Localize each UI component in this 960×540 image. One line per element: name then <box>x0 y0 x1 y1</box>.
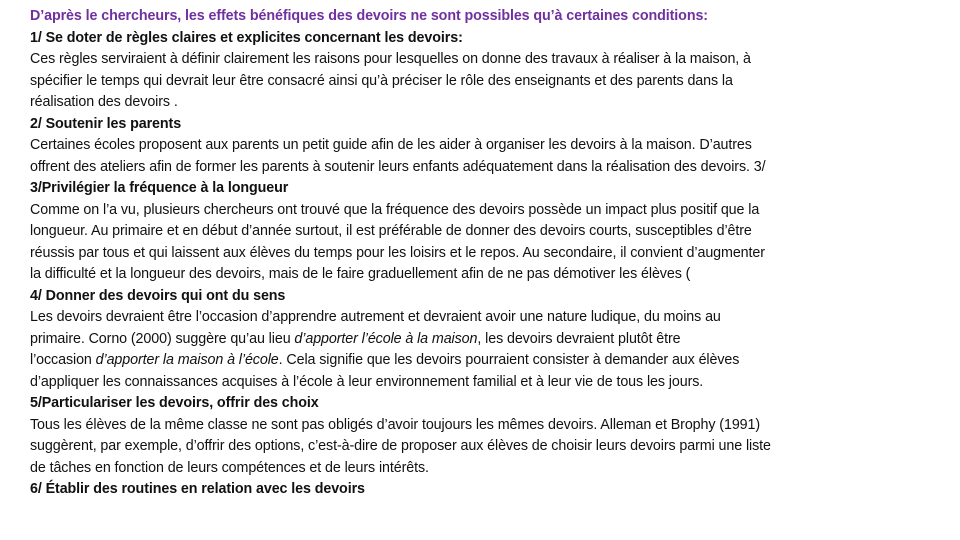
text-segment: la difficulté et la longueur des devoirs, mais de le faire graduellement afin de ne pas démotiver les élèves ( <box>30 266 691 282</box>
paragraph-line <box>30 92 940 114</box>
paragraph-line <box>30 200 940 222</box>
section-heading <box>30 479 940 501</box>
paragraph-line <box>30 415 940 437</box>
text-segment: 3/Privilégier la fréquence à la longueur <box>30 180 289 196</box>
text-segment: 5/Particulariser les devoirs, offrir des choix <box>30 395 319 411</box>
italic-text: d’apporter la maison à l’école <box>95 352 279 368</box>
paragraph-line <box>30 71 940 93</box>
text-segment: Certaines écoles proposent aux parents un petit guide afin de les aider à organiser les devoirs à la maison. D’autres <box>30 137 752 153</box>
text-segment: réussis par tous et qui laissent aux élèves du temps pour les loisirs et le repos. Au secondaire, il convient d’augmenter <box>30 244 765 261</box>
italic-text: d’apporter l’école à la maison <box>294 330 478 347</box>
section-heading <box>30 114 940 136</box>
text-segment: Les devoirs devraient être l’occasion d’apprendre autrement et devraient avoir une nature ludique, du moins au <box>30 309 721 325</box>
document-title <box>30 6 940 28</box>
text-segment: de tâches en fonction de leurs compétences et de leurs intérêts. <box>30 459 429 476</box>
text-segment: l’occasion <box>30 352 96 368</box>
paragraph-line <box>30 372 940 394</box>
text-segment: Comme on l’a vu, plusieurs chercheurs ont trouvé que la fréquence des devoirs possède un impact plus positif que la <box>30 201 760 218</box>
section-heading <box>30 178 940 200</box>
text-segment: d’appliquer les connaissances acquises à l’école à leur environnement familial et à leur vie de tous les jours. <box>30 373 704 390</box>
text-segment: 6/ Établir des routines en relation avec les devoirs <box>30 481 365 497</box>
text-segment: primaire. Corno (2000) suggère qu’au lieu <box>30 330 295 347</box>
text-segment: . Cela signifie que les devoirs pourraient consister à demander aux élèves <box>278 352 740 368</box>
paragraph-line <box>30 350 940 372</box>
text-segment: Ces règles serviraient à définir clairement les raisons pour lesquelles on donne des travaux à réaliser à la maison, à <box>30 51 751 67</box>
text-segment: longueur. Au primaire et en début d’année surtout, il est préférable de donner des devoirs courts, susceptibles d’être <box>30 223 752 239</box>
paragraph-line <box>30 307 940 329</box>
text-segment: , les devoirs devraient plutôt être <box>477 330 681 347</box>
text-segment: offrent des ateliers afin de former les parents à soutenir leurs enfants adéquatement dans la réalisation des devoirs. 3/ <box>30 158 766 175</box>
paragraph-line <box>30 436 940 458</box>
section-heading <box>30 393 940 415</box>
paragraph-line <box>30 157 940 179</box>
text-segment: spécifier le temps qui devrait leur être consacré ainsi qu’à préciser le rôle des enseignants et des parents dans la <box>30 72 733 89</box>
paragraph-line <box>30 458 940 480</box>
text-segment: 1/ Se doter de règles claires et explicites concernant les devoirs: <box>30 29 463 46</box>
text-segment: Tous les élèves de la même classe ne sont pas obligés d’avoir toujours les mêmes devoirs. Alleman et Brophy (1991) <box>30 416 761 433</box>
document-body <box>30 6 940 501</box>
paragraph-line <box>30 221 940 243</box>
text-segment: 4/ Donner des devoirs qui ont du sens <box>30 287 286 304</box>
text-segment: D’après le chercheurs, les effets bénéfiques des devoirs ne sont possibles qu’à certaines conditions: <box>30 8 708 24</box>
text-segment: 2/ Soutenir les parents <box>30 115 182 132</box>
text-segment: réalisation des devoirs . <box>30 94 178 110</box>
section-heading <box>30 28 940 50</box>
paragraph-line <box>30 329 940 351</box>
text-segment: suggèrent, par exemple, d’offrir des options, c’est-à-dire de proposer aux élèves de choisir leurs devoirs parmi une liste <box>30 438 771 454</box>
paragraph-line <box>30 135 940 157</box>
paragraph-line <box>30 264 940 286</box>
section-heading <box>30 286 940 308</box>
paragraph-line <box>30 243 940 265</box>
paragraph-line <box>30 49 940 71</box>
